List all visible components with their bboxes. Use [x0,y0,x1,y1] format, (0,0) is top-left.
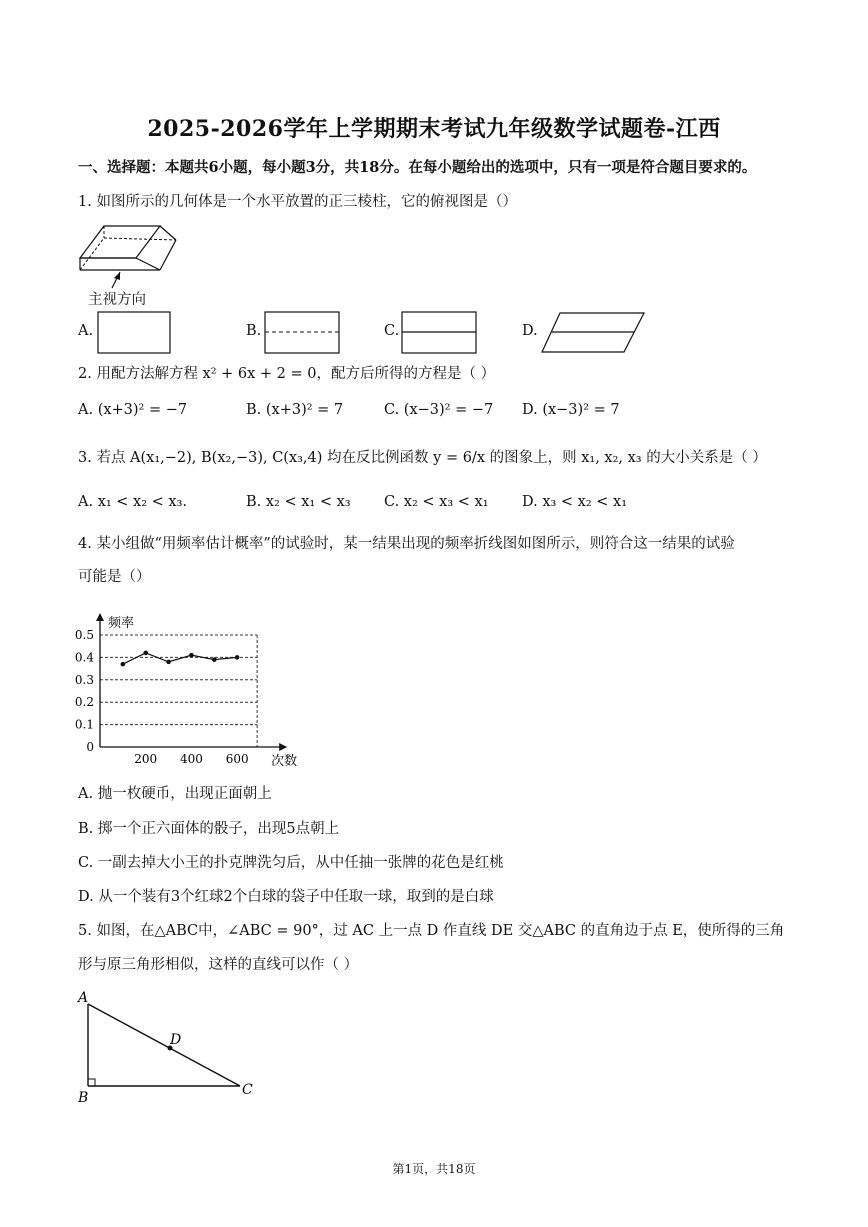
q1-option-c: C. [384,323,400,339]
q5-stem-line2: 形与原三角形相似，这样的直线可以作（ ） [78,957,359,973]
x-axis-arrow [279,743,287,751]
label-c: C [242,1082,253,1098]
chart-series [121,651,240,667]
q1-stem: 1. 如图所示的几何体是一个水平放置的正三棱柱，它的俯视图是（） [78,194,517,210]
side-ac [88,1004,240,1086]
q1-option-d: D. [522,323,538,339]
q5-stem-line1: 5. 如图，在△ABC中，∠ABC = 90°，过 AC 上一点 D 作直线 DE 交△ABC 的直角边于点 E，使所得的三角 [78,923,785,939]
option-a-figure [97,311,173,355]
q2-option-d: D. (x−3)² = 7 [522,402,620,418]
chart-tick-labels [75,628,249,766]
label-a: A [78,990,89,1006]
y-tick-label: 0.5 [74,628,94,642]
section-heading: 一、选择题：本题共6小题，每小题3分，共18分。在每小题给出的选项中，只有一项是符合题目要求的。 [78,159,757,176]
chart-ylabel: 频率 [108,616,135,631]
q2-option-b: B. (x+3)² = 7 [246,402,344,418]
option-b-figure [264,311,342,355]
y-tick-label: 0.3 [74,672,94,687]
frequency-line [123,653,237,664]
label-d: D [170,1032,182,1048]
label-b: B [78,1090,89,1106]
chart-axes [96,613,287,751]
y-tick-label: 0.4 [74,650,94,665]
y-tick-label: 0.2 [74,695,94,710]
frequency-line-chart [60,592,320,772]
right-angle-mark [88,1079,95,1086]
q3-stem: 3. 若点 A(x₁,−2), B(x₂,−3), C(x₃,4) 均在反比例函数 y = 6/x 的图象上，则 x₁, x₂, x₃ 的大小关系是（ ） [78,450,767,466]
y-tick-label: 0.1 [74,717,94,732]
q1-option-b: B. [246,323,262,339]
q4-option-d: D. 从一个装有3个红球2个白球的袋子中任取一球，取到的是白球 [78,889,494,905]
x-tick-label: 600 [225,752,249,766]
y-axis-arrow [96,613,104,621]
option-c-figure [401,311,479,355]
q1-option-a: A. [78,323,94,339]
data-point [212,657,217,662]
chart-xlabel: 次数 [271,754,298,769]
q3-option-d: D. x₃ < x₂ < x₁ [522,494,628,510]
option-d-figure [540,311,646,355]
q3-option-b: B. x₂ < x₁ < x₃ [246,494,351,510]
q4-option-a: A. 抛一枚硬币，出现正面朝上 [78,786,272,802]
triangle-figure [74,986,274,1106]
data-point [143,651,148,656]
q3-option-c: C. x₂ < x₃ < x₁ [384,494,489,510]
data-point [189,653,194,658]
x-tick-label: 200 [134,752,158,766]
y-tick-label: 0 [86,740,94,754]
data-point [121,662,126,667]
q4-stem-line2: 可能是（） [78,569,151,585]
q4-stem-line1: 4. 某小组做“用频率估计概率”的试验时，某一结果出现的频率折线图如图所示，则符合这一结果的试验 [78,536,735,552]
q2-option-c: C. (x−3)² = −7 [384,402,494,418]
x-tick-label: 400 [179,752,203,766]
q3-option-a: A. x₁ < x₂ < x₃. [78,494,188,510]
chart-grid [100,635,257,747]
q4-option-b: B. 掷一个正六面体的骰子，出现5点朝上 [78,821,340,837]
q2-option-a: A. (x+3)² = −7 [78,402,188,418]
page-footer: 第1页，共18页 [392,1162,476,1176]
data-point [235,655,240,660]
q1-arrow-label: 主视方向 [88,292,146,308]
q2-stem: 2. 用配方法解方程 x² + 6x + 2 = 0，配方后所得的方程是（ ） [78,366,496,382]
page-title: 2025-2026学年上学期期末考试九年级数学试题卷-江西 [147,116,721,142]
data-point [166,660,171,665]
q4-option-c: C. 一副去掉大小王的扑克牌洗匀后，从中任抽一张牌的花色是红桃 [78,855,504,871]
